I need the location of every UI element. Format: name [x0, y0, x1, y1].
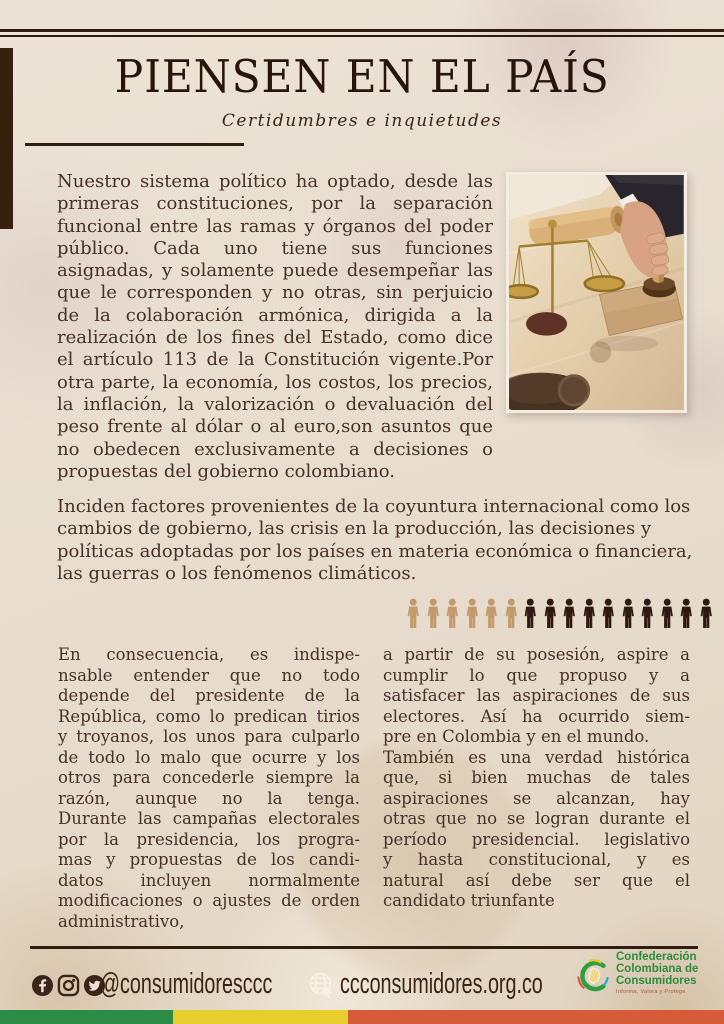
person-icon: [581, 598, 598, 630]
person-icon: [561, 598, 578, 630]
text-line: de todo lo malo que ocurre y los: [58, 747, 360, 767]
text-line: Nuestro sistema político ha optado, desde las: [57, 171, 493, 192]
text-line: datos incluyen normalmente: [58, 870, 360, 890]
text-line: las guerras o los fenómenos climáticos.: [57, 562, 417, 584]
confederation-logo-mark: [576, 951, 613, 1001]
globe-icon: [308, 971, 335, 1002]
column-left: [58, 645, 360, 932]
text-line: depende del presidente de la: [58, 686, 360, 705]
person-icon: [659, 598, 676, 630]
footer-stripe-red: [348, 1010, 724, 1024]
confederation-logo-text: Confederación Colombiana de Consumidores Informa, Valora y Protege: [616, 951, 699, 995]
text-line: natural así debe ser que el: [383, 870, 690, 890]
text-line: administrativo,: [58, 911, 185, 931]
text-line: Durante las campañas electorales: [58, 809, 360, 828]
title-underline: [25, 143, 244, 146]
seal-stamp-photo-illustration: [509, 175, 684, 410]
text-line: público. Cada uno tiene sus funciones: [57, 237, 493, 259]
top-rule-thin: [0, 35, 724, 37]
text-line: que, si bien muchas de tales: [383, 768, 690, 787]
scales-base: [526, 312, 567, 336]
text-line: Inciden factores provenientes de la coyuntura internacional como los: [57, 496, 691, 517]
text-line: candidato triunfante: [383, 891, 555, 910]
text-line: y troyanos, los unos para culparlo: [58, 727, 360, 746]
page-subtitle: Certidumbres e inquietudes: [221, 111, 503, 131]
person-icon: [483, 598, 500, 630]
column-right-paragraph-1: [383, 645, 690, 748]
person-icon: [464, 598, 481, 630]
text-line: peso frente al dólar o al euro,son asuntos que: [57, 416, 493, 438]
text-line: período presidencial. legislativo: [383, 829, 690, 849]
colombia-map: [589, 968, 600, 984]
paragraph-international-factors: [57, 496, 709, 585]
logo-tagline: Informa, Valora y Protege: [616, 989, 686, 995]
text-line: otra parte, la economía, los costos, los precios,: [57, 371, 493, 393]
text-line: cumplir lo que propuso y a: [383, 665, 690, 685]
confederation-logo: [576, 951, 698, 1001]
column-right: [383, 645, 690, 912]
text-line: República, como lo predican tirios: [58, 706, 360, 726]
social-icons: [31, 974, 106, 997]
person-icon: [639, 598, 656, 630]
person-icon: [405, 598, 422, 630]
text-line: la inflación, la valorización o devaluación del: [57, 393, 493, 415]
person-icon: [522, 598, 539, 630]
person-icon: [542, 598, 559, 630]
instagram-icon[interactable]: [57, 974, 80, 997]
text-line: pre en Colombia y en el mundo.: [383, 727, 650, 746]
text-line: otras que no se logran durante el: [383, 809, 690, 828]
text-line: primeras constituciones, por la separación: [57, 193, 493, 215]
people-row: [405, 597, 721, 630]
page-title: PIENSEN EN EL PAÍS: [114, 50, 610, 103]
ink-stain: [590, 341, 612, 363]
gavel-icon: [509, 373, 589, 410]
text-line: por la presidencia, los progra-: [58, 829, 360, 849]
text-line: que le corresponden y no otras, sin perjuicio: [57, 282, 493, 304]
footer-stripe-green: [0, 1010, 173, 1024]
person-icon: [678, 598, 695, 630]
footer-divider: [30, 946, 698, 949]
text-line: el artículo 113 de la Constitución vigente.Por: [57, 349, 493, 371]
social-handle: @consumidoresccc: [100, 968, 273, 1000]
text-line: a partir de su posesión, aspire a: [383, 645, 690, 664]
footer-stripe-yellow: [173, 1010, 348, 1024]
text-line: También es una verdad histórica: [383, 747, 690, 767]
text-line: y hasta constitucional, y es: [383, 850, 690, 869]
person-icon: [444, 598, 461, 630]
text-line: políticas adoptadas por los países en materia económica o financiera,: [57, 540, 693, 562]
person-icon: [620, 598, 637, 630]
text-line: cambios de gobierno, las crisis en la producción, las decisiones y: [57, 518, 652, 540]
top-rule-thick: [0, 29, 724, 32]
text-line: nsable entender que no todo: [58, 665, 360, 685]
text-line: propuestas del gobierno colombiano.: [57, 460, 396, 482]
facebook-icon[interactable]: [31, 974, 54, 997]
text-line: funcional entre las ramas y órganos del poder: [57, 215, 493, 237]
text-line: satisfacer las aspiraciones de sus: [383, 686, 690, 705]
text-line: realización de los fines del Estado, como dice: [57, 327, 493, 349]
website-url[interactable]: ccconsumidores.org.co: [340, 968, 543, 1000]
text-line: otros para concederle siempre la: [58, 768, 360, 787]
person-icon: [600, 598, 617, 630]
text-line: aspiraciones se alcanzan, hay: [383, 788, 690, 808]
person-icon: [698, 598, 715, 630]
column-right-paragraph-2: [383, 748, 690, 912]
article-photo: [506, 172, 687, 413]
text-line: electores. Así ha ocurrido siem-: [383, 706, 690, 726]
text-line: modificaciones o ajustes de orden: [58, 891, 360, 910]
text-line: razón, aunque no la tenga.: [58, 788, 360, 808]
paragraph-intro: [57, 171, 493, 483]
text-line: asignadas, y solamente puede desempeñar las: [57, 260, 493, 282]
person-icon: [425, 598, 442, 630]
text-line: mas y propuestas de los candi-: [58, 850, 360, 869]
text-line: En consecuencia, es indispe-: [58, 645, 360, 664]
person-icon: [503, 598, 520, 630]
text-line: de la colaboración armónica, dirigida a la: [57, 304, 493, 326]
text-line: no obedecen exclusivamente a decisiones o: [57, 438, 493, 460]
